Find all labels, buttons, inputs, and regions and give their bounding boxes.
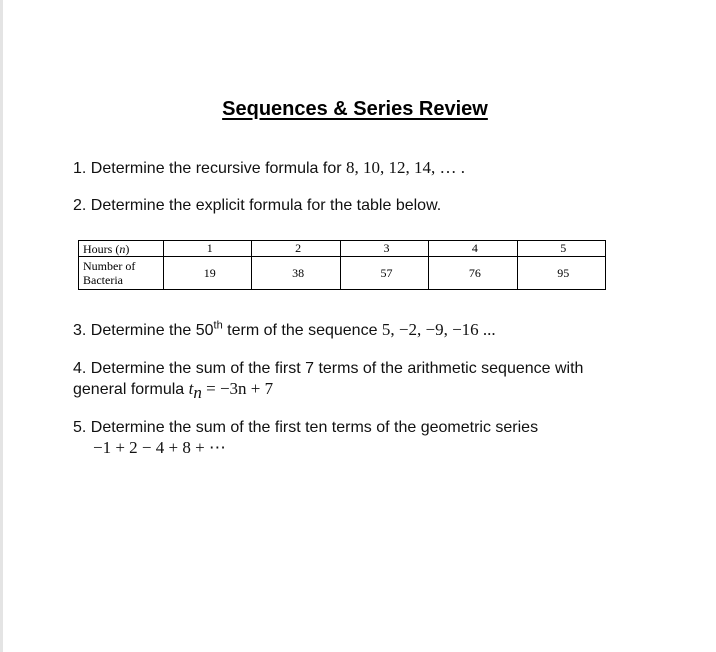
question-5-line-1: 5. Determine the sum of the first ten terms of the geometric series xyxy=(73,419,539,436)
table-row-bacteria xyxy=(79,257,606,290)
table-cell: 1 xyxy=(164,241,252,257)
table-cell: 2 xyxy=(252,241,340,257)
table-row-header-bacteria: Number of Bacteria xyxy=(79,257,164,290)
question-4-math: = −3n + 7 xyxy=(201,379,274,398)
table-cell: 57 xyxy=(340,257,428,290)
question-3-text: 3. Determine the 50 xyxy=(73,322,214,339)
question-2: 2. Determine the explicit formula for the table below. xyxy=(73,197,442,214)
table-cell: 4 xyxy=(429,241,517,257)
question-3-text-2: term of the sequence xyxy=(222,322,382,339)
question-4-line-1: 4. Determine the sum of the first 7 terms of the arithmetic sequence with xyxy=(73,360,584,377)
question-4-line-2: general formula $t_n = -3n + 7$ xyxy=(73,379,274,403)
question-5-math: −1 + 2 − 4 + 8 + ⋯ xyxy=(93,438,226,457)
question-3-sup: th xyxy=(213,319,223,332)
table-cell: 19 xyxy=(164,257,252,290)
question-4 xyxy=(73,359,584,403)
table-cell: 95 xyxy=(517,257,605,290)
table-cell: 5 xyxy=(517,241,605,257)
table-row-header-hours: Hours (n) xyxy=(79,241,164,257)
table-row-hours xyxy=(79,241,606,257)
question-4-math-sub: n xyxy=(193,383,202,403)
table-cell: 76 xyxy=(429,257,517,290)
question-1 xyxy=(73,158,465,179)
table-cell: 3 xyxy=(340,241,428,257)
bacteria-table xyxy=(78,240,606,290)
question-3-math: 5, −2, −9, −16 ... xyxy=(381,320,496,339)
question-3 xyxy=(73,320,496,341)
question-4-math-var: t xyxy=(188,379,194,398)
question-1-math: 8, 10, 12, 14, … . xyxy=(346,158,465,177)
question-1-text: 1. Determine the recursive formula for xyxy=(73,160,346,177)
page-title: Sequences & Series Review xyxy=(222,98,488,120)
question-5 xyxy=(73,418,538,458)
table-cell: 38 xyxy=(252,257,340,290)
